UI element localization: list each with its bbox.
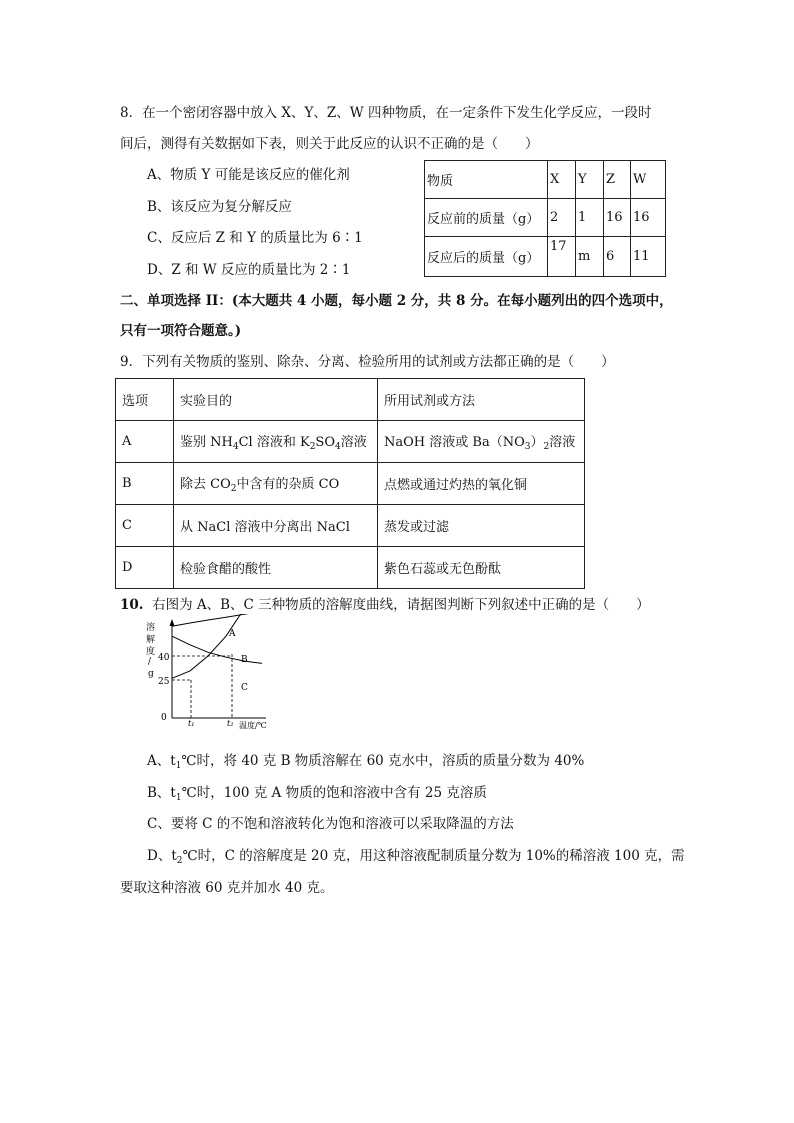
- q8-mass-table: [424, 160, 666, 277]
- x-tick-label: t₂: [227, 719, 234, 728]
- q10-option-c: C、要将 C 的不饱和溶液转化为饱和溶液可以采取降温的方法: [147, 816, 514, 832]
- q10-option-d-line1: D、$t_2℃$时，C 的溶解度是 20 克，用这种溶液配制质量分数为 10%的稀溶液 100 克，需: [147, 848, 685, 866]
- table-cell: 2: [548, 199, 576, 237]
- table-cell: B: [116, 463, 174, 505]
- series-label-a: A: [229, 629, 236, 639]
- y-axis-label-char: 解: [146, 635, 156, 645]
- table-header-cell: 所用试剂或方法: [378, 379, 585, 421]
- table-cell: 除去 $CO_2$中含有的杂质 CO: [174, 463, 378, 505]
- table-cell: 反应后的质量（g）: [425, 237, 548, 277]
- table-cell: Y: [576, 161, 604, 199]
- table-cell: 17: [548, 237, 576, 277]
- curve-c: [172, 636, 262, 663]
- q8-stem-line1: 8．在一个密闭容器中放入 X、Y、Z、W 四种物质，在一定条件下发生化学反应，一段时: [120, 105, 652, 121]
- section-heading-line2: 只有一项符合题意。): [120, 323, 242, 339]
- table-cell: D: [116, 547, 174, 589]
- table-cell: X: [548, 161, 576, 199]
- series-label-c: C: [241, 683, 248, 693]
- y-axis-label-char: g: [148, 669, 154, 679]
- y-axis-label-char: 溶: [146, 623, 156, 633]
- table-cell: 蒸发或过滤: [378, 505, 585, 547]
- table-cell: 1: [576, 199, 604, 237]
- table-cell: 检验食醋的酸性: [174, 547, 378, 589]
- table-cell: 6: [604, 237, 631, 277]
- y-axis-arrow: [170, 619, 175, 626]
- section-heading-line1: 二、单项选择 II：(本大题共 4 小题，每小题 2 分，共 8 分。在每小题列出的四个选项中，: [120, 293, 673, 309]
- table-cell: 点燃或通过灼热的氧化铜: [378, 463, 585, 505]
- series-label-b: B: [241, 655, 248, 665]
- table-cell: 物质: [425, 161, 548, 199]
- table-cell: 从 NaCl 溶液中分离出 NaCl: [174, 505, 378, 547]
- table-row: [425, 237, 666, 277]
- y-axis-label-char: 度: [146, 647, 156, 657]
- q9-stem: 9．下列有关物质的鉴别、除杂、分离、检验所用的试剂或方法都正确的是（ ）: [120, 354, 615, 370]
- q9-table: [115, 378, 585, 589]
- q10-option-b: B、$t_1℃$时，100 克 A 物质的饱和溶液中含有 25 克溶质: [147, 785, 487, 803]
- q8-option-a: A、物质 Y 可能是该反应的催化剂: [147, 167, 350, 183]
- table-row: [116, 379, 585, 421]
- q10-stem: 10. 右图为 A、B、C 三种物质的溶解度曲线，请据图判断下列叙述中正确的是（ ）: [120, 597, 650, 613]
- solubility-chart: [140, 614, 280, 734]
- q8-stem-line2: 间后，测得有关数据如下表，则关于此反应的认识不正确的是（ ）: [120, 136, 539, 152]
- x-axis-label: 温度/℃: [239, 721, 267, 730]
- origin-label: 0: [161, 713, 167, 723]
- x-tick-label: t₁: [188, 719, 195, 728]
- table-row: [116, 421, 585, 463]
- table-row: [116, 547, 585, 589]
- table-cell: C: [116, 505, 174, 547]
- y-tick-label: 25: [158, 677, 170, 687]
- q8-option-b: B、该反应为复分解反应: [147, 199, 292, 215]
- q10-option-a: A、$t_1℃$时，将 40 克 B 物质溶解在 60 克水中，溶质的质量分数为 40%: [147, 753, 585, 771]
- table-row: [425, 161, 666, 199]
- y-axis-label-char: /: [148, 657, 152, 667]
- table-row: [116, 463, 585, 505]
- q8-option-c: C、反应后 Z 和 Y 的质量比为 6∶1: [147, 230, 363, 246]
- table-cell: 鉴别 $NH_4Cl$ 溶液和 $K_2SO_4$溶液: [174, 421, 378, 463]
- table-cell: W: [631, 161, 666, 199]
- table-cell: Z: [604, 161, 631, 199]
- table-row: [116, 505, 585, 547]
- curve-b: [172, 614, 262, 626]
- table-cell: 紫色石蕊或无色酚酞: [378, 547, 585, 589]
- table-cell: 11: [631, 237, 666, 277]
- table-row: [425, 199, 666, 237]
- q10-option-d-line2: 要取这种溶液 60 克并加水 40 克。: [120, 880, 334, 896]
- table-cell: 16: [604, 199, 631, 237]
- table-cell: A: [116, 421, 174, 463]
- q8-option-d: D、Z 和 W 反应的质量比为 2∶1: [147, 262, 351, 278]
- table-cell: 16: [631, 199, 666, 237]
- table-cell: NaOH 溶液或 $Ba(NO_3)_2$溶液: [378, 421, 585, 463]
- table-header-cell: 实验目的: [174, 379, 378, 421]
- table-header-cell: 选项: [116, 379, 174, 421]
- table-cell: 反应前的质量（g）: [425, 199, 548, 237]
- y-tick-label: 40: [158, 653, 170, 663]
- table-cell: m: [576, 237, 604, 277]
